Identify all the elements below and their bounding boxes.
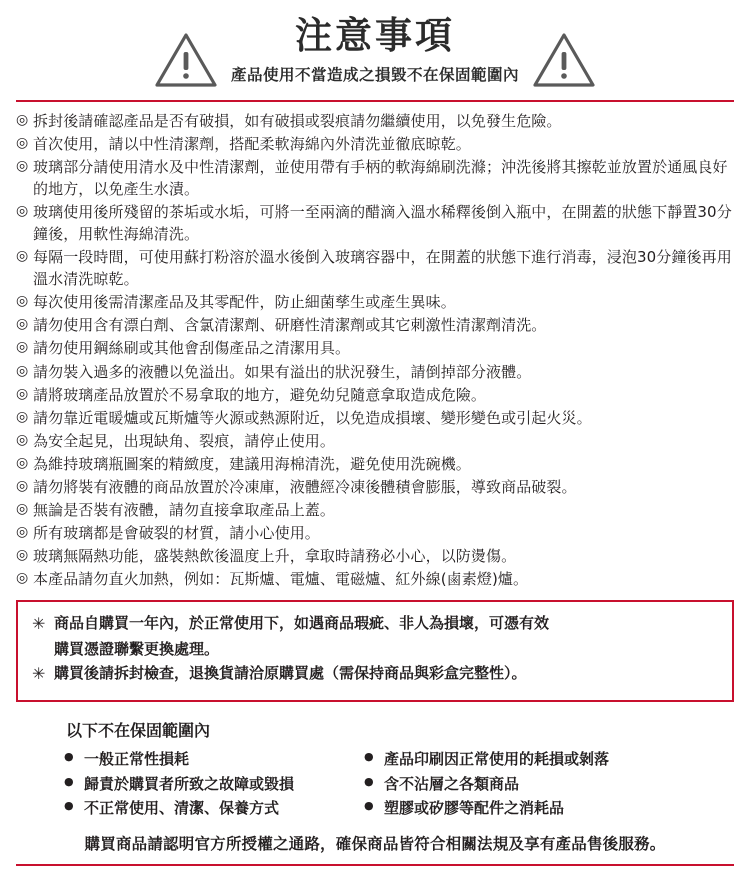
- bullet-dot-icon: ●: [364, 774, 374, 788]
- notes-list: [14, 110, 736, 590]
- star-icon: ✳: [32, 613, 46, 633]
- bullet-dot-icon: ●: [364, 799, 374, 813]
- list-item: [16, 384, 734, 406]
- page-subtitle: 產品使用不當造成之損毀不在保固範圍內: [230, 65, 519, 84]
- exclusion-text: 產品印刷因正常使用的耗損或剝落: [384, 750, 610, 769]
- list-item: [64, 796, 364, 820]
- note-text: 玻璃部分請使用清水及中性清潔劑，並使用帶有手柄的軟海綿刷洗滌；沖洗後將其擦乾並放置於通風良好的地方，以免產生水漬。: [33, 158, 728, 199]
- note-bullet-icon: ◎: [16, 248, 29, 265]
- list-item: [16, 201, 734, 245]
- exclusion-text: 一般正常性損耗: [84, 750, 190, 769]
- warranty-box: [16, 600, 734, 703]
- exclusions-grid: [14, 747, 736, 820]
- note-bullet-icon: ◎: [16, 135, 29, 152]
- note-text: 首次使用，請以中性清潔劑，搭配柔軟海綿內外清洗並徹底晾乾。: [33, 135, 471, 154]
- note-text: 請勿使用含有漂白劑、含氯清潔劑、研磨性清潔劑或其它刺激性清潔劑清洗。: [33, 316, 547, 335]
- list-item: [16, 453, 734, 475]
- note-bullet-icon: ◎: [16, 158, 29, 175]
- list-item: [16, 545, 734, 567]
- warranty-line-2: [32, 662, 718, 686]
- note-bullet-icon: ◎: [16, 523, 29, 540]
- note-bullet-icon: ◎: [16, 316, 29, 333]
- list-item: [16, 476, 734, 498]
- note-text: 每隔一段時間，可使用蘇打粉溶於溫水後倒入玻璃容器中，在開蓋的狀態下進行消毒，浸泡30分鐘後再用溫水清洗晾乾。: [33, 248, 732, 289]
- exclusions-title: 以下不在保固範圍內: [66, 721, 211, 741]
- list-item: [16, 156, 734, 200]
- note-text: 每次使用後需清潔產品及其零配件，防止細菌孳生或產生異味。: [33, 293, 456, 312]
- list-item: [364, 796, 664, 820]
- bullet-dot-icon: ●: [64, 750, 74, 764]
- note-text: 為安全起見，出現缺角、裂痕，請停止使用。: [33, 431, 336, 450]
- list-item: [16, 246, 734, 290]
- note-text: 本產品請勿直火加熱，例如：瓦斯爐、電爐、電磁爐、紅外線(鹵素燈)爐。: [33, 569, 529, 588]
- bullet-dot-icon: ●: [64, 799, 74, 813]
- note-text: 玻璃使用後所殘留的茶垢或水垢，可將一至兩滴的醋滴入溫水稀釋後倒入瓶中，在開蓋的狀態下靜置30分鐘後，用軟性海綿清洗。: [33, 203, 732, 244]
- exclusion-text: 不正常使用、清潔、保養方式: [84, 799, 280, 818]
- note-text: 玻璃無隔熱功能，盛裝熱飲後溫度上升，拿取時請務必小心，以防燙傷。: [33, 546, 517, 565]
- header-center: [231, 14, 519, 85]
- page-header: [14, 0, 736, 88]
- bullet-dot-icon: ●: [364, 750, 374, 764]
- list-item: [16, 361, 734, 383]
- list-item: [364, 747, 664, 771]
- warranty-text-1-cont: 購買憑證聯繫更換處理。: [54, 639, 220, 658]
- note-text: 請勿使用鋼絲刷或其他會刮傷產品之清潔用具。: [33, 339, 351, 358]
- warning-triangle-icon: [155, 32, 217, 88]
- list-item: [16, 291, 734, 313]
- page-title: 注意事項: [294, 13, 455, 57]
- note-bullet-icon: ◎: [16, 408, 29, 425]
- list-item: [16, 337, 734, 359]
- note-bullet-icon: ◎: [16, 385, 29, 402]
- list-item: [16, 314, 734, 336]
- star-icon: ✳: [32, 664, 46, 684]
- note-bullet-icon: ◎: [16, 339, 29, 356]
- note-text: 請勿靠近電暖爐或瓦斯爐等火源或熱源附近，以免造成損壞、變形變色或引起火災。: [33, 408, 592, 427]
- note-bullet-icon: ◎: [16, 293, 29, 310]
- note-bullet-icon: ◎: [16, 454, 29, 471]
- list-item: [16, 110, 734, 132]
- warranty-line-1: [32, 612, 718, 636]
- note-text: 請勿裝入過多的液體以免溢出。如果有溢出的狀況發生，請倒掉部分液體。: [33, 362, 532, 381]
- warning-triangle-icon: [533, 32, 595, 88]
- note-text: 所有玻璃都是會破裂的材質，請小心使用。: [33, 523, 320, 542]
- list-item: [16, 133, 734, 155]
- note-bullet-icon: ◎: [16, 500, 29, 517]
- exclusions-column-left: [64, 747, 364, 820]
- note-text: 請勿將裝有液體的商品放置於冷凍庫，液體經冷凍後體積會膨脹，導致商品破裂。: [33, 477, 577, 496]
- bullet-dot-icon: ●: [64, 774, 74, 788]
- exclusions-column-right: [364, 747, 664, 820]
- note-text: 無論是否裝有液體，請勿直接拿取產品上蓋。: [33, 500, 336, 519]
- divider-top: [16, 100, 734, 102]
- list-item: [16, 522, 734, 544]
- exclusion-text: 歸責於購買者所致之故障或毀損: [84, 774, 295, 793]
- note-text: 請將玻璃產品放置於不易拿取的地方，避免幼兒隨意拿取造成危險。: [33, 385, 487, 404]
- list-item: [16, 407, 734, 429]
- list-item: [16, 568, 734, 590]
- note-bullet-icon: ◎: [16, 431, 29, 448]
- warranty-text-1: 商品自購買一年內，於正常使用下，如遇商品瑕疵、非人為損壞，可憑有效: [54, 613, 550, 632]
- note-bullet-icon: ◎: [16, 546, 29, 563]
- warranty-text-2: 購買後請拆封檢查，退換貨請洽原購買處（需保持商品與彩盒完整性）。: [54, 664, 527, 683]
- list-item: [16, 430, 734, 452]
- note-bullet-icon: ◎: [16, 203, 29, 220]
- list-item: [16, 499, 734, 521]
- exclusion-text: 含不沾層之各類商品: [384, 774, 520, 793]
- list-item: [364, 772, 664, 796]
- note-text: 拆封後請確認產品是否有破損，如有破損或裂痕請勿繼續使用，以免發生危險。: [33, 112, 562, 130]
- list-item: [64, 747, 364, 771]
- exclusion-text: 塑膠或矽膠等配件之消耗品: [384, 799, 565, 818]
- list-item: [64, 772, 364, 796]
- note-bullet-icon: ◎: [16, 112, 29, 128]
- note-bullet-icon: ◎: [16, 362, 29, 379]
- note-bullet-icon: ◎: [16, 477, 29, 494]
- note-text: 為維持玻璃瓶圖案的精緻度，建議用海棉清洗，避免使用洗碗機。: [33, 454, 471, 473]
- footer-note: 購買商品請認明官方所授權之通路，確保商品皆符合相關法規及享有產品售後服務。: [84, 835, 666, 854]
- note-bullet-icon: ◎: [16, 569, 29, 586]
- divider-bottom: [16, 864, 734, 866]
